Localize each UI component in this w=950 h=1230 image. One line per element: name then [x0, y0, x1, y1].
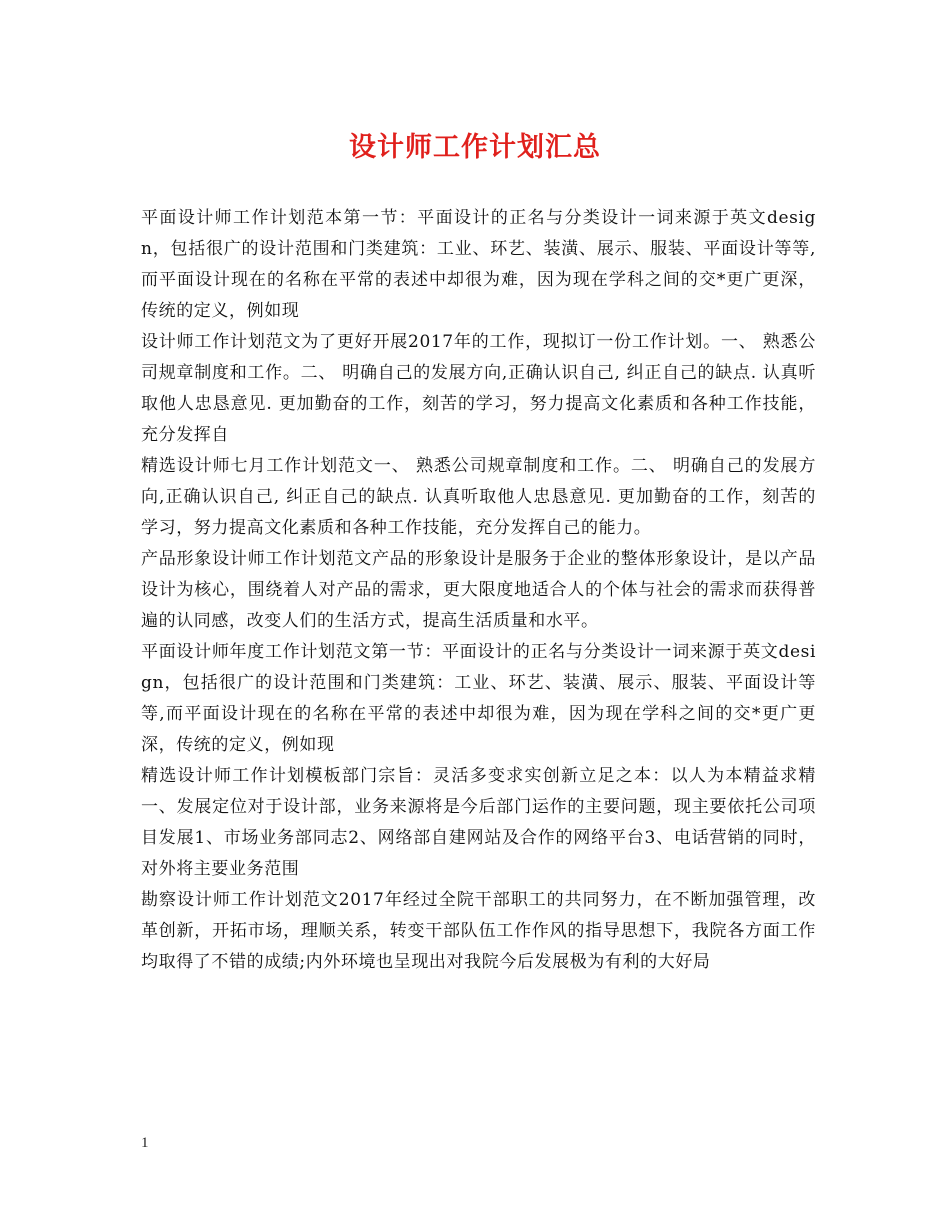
paragraph-1: 平面设计师工作计划范本第一节：平面设计的正名与分类设计一词来源于英文design，包括很广的设计范围和门类建筑：工业、环艺、装潢、展示、服装、平面设计等等,而平面设计现在的名称在平常的表述中却很为难，因为现在学科之间的交*更广更深，传统的定义，例如现: [141, 208, 816, 321]
paragraph-2: 设计师工作计划范文为了更好开展2017年的工作，现拟订一份工作计划。一、 熟悉公司规章制度和工作。二、 明确自己的发展方向,正确认识自己, 纠正自己的缺点. 认真听取他人忠恳意见. 更加勤奋的工作，刻苦的学习，努力提高文化素质和各种工作技能，充分发挥自: [141, 332, 816, 445]
paragraph-5: 平面设计师年度工作计划范文第一节：平面设计的正名与分类设计一词来源于英文design，包括很广的设计范围和门类建筑：工业、环艺、装潢、展示、服装、平面设计等等,而平面设计现在的名称在平常的表述中却很为难，因为现在学科之间的交*更广更深，传统的定义，例如现: [141, 642, 816, 755]
paragraph-7: 勘察设计师工作计划范文2017年经过全院干部职工的共同努力，在不断加强管理，改革创新，开拓市场，理顺关系，转变干部队伍工作作风的指导思想下，我院各方面工作均取得了不错的成绩;内外环境也呈现出对我院今后发展极为有利的大好局: [141, 890, 816, 972]
document-body: [141, 203, 816, 978]
document-title: 设计师工作计划汇总: [349, 132, 601, 163]
paragraph-4: 产品形象设计师工作计划范文产品的形象设计是服务于企业的整体形象设计，是以产品设计为核心，围绕着人对产品的需求，更大限度地适合人的个体与社会的需求而获得普遍的认同感，改变人们的生活方式，提高生活质量和水平。: [141, 549, 816, 631]
paragraph-6: 精选设计师工作计划模板部门宗旨：灵活多变求实创新立足之本：以人为本精益求精一、发展定位对于设计部，业务来源将是今后部门运作的主要问题，现主要依托公司项目发展1、市场业务部同志2、网络部自建网站及合作的网络平台3、电话营销的同时，对外将主要业务范围: [141, 766, 816, 879]
page-number: 1: [141, 1135, 149, 1151]
paragraph-3: 精选设计师七月工作计划范文一、 熟悉公司规章制度和工作。二、 明确自己的发展方向,正确认识自己, 纠正自己的缺点. 认真听取他人忠恳意见. 更加勤奋的工作，刻苦的学习，努力提高文化素质和各种工作技能，充分发挥自己的能力。: [141, 456, 816, 538]
